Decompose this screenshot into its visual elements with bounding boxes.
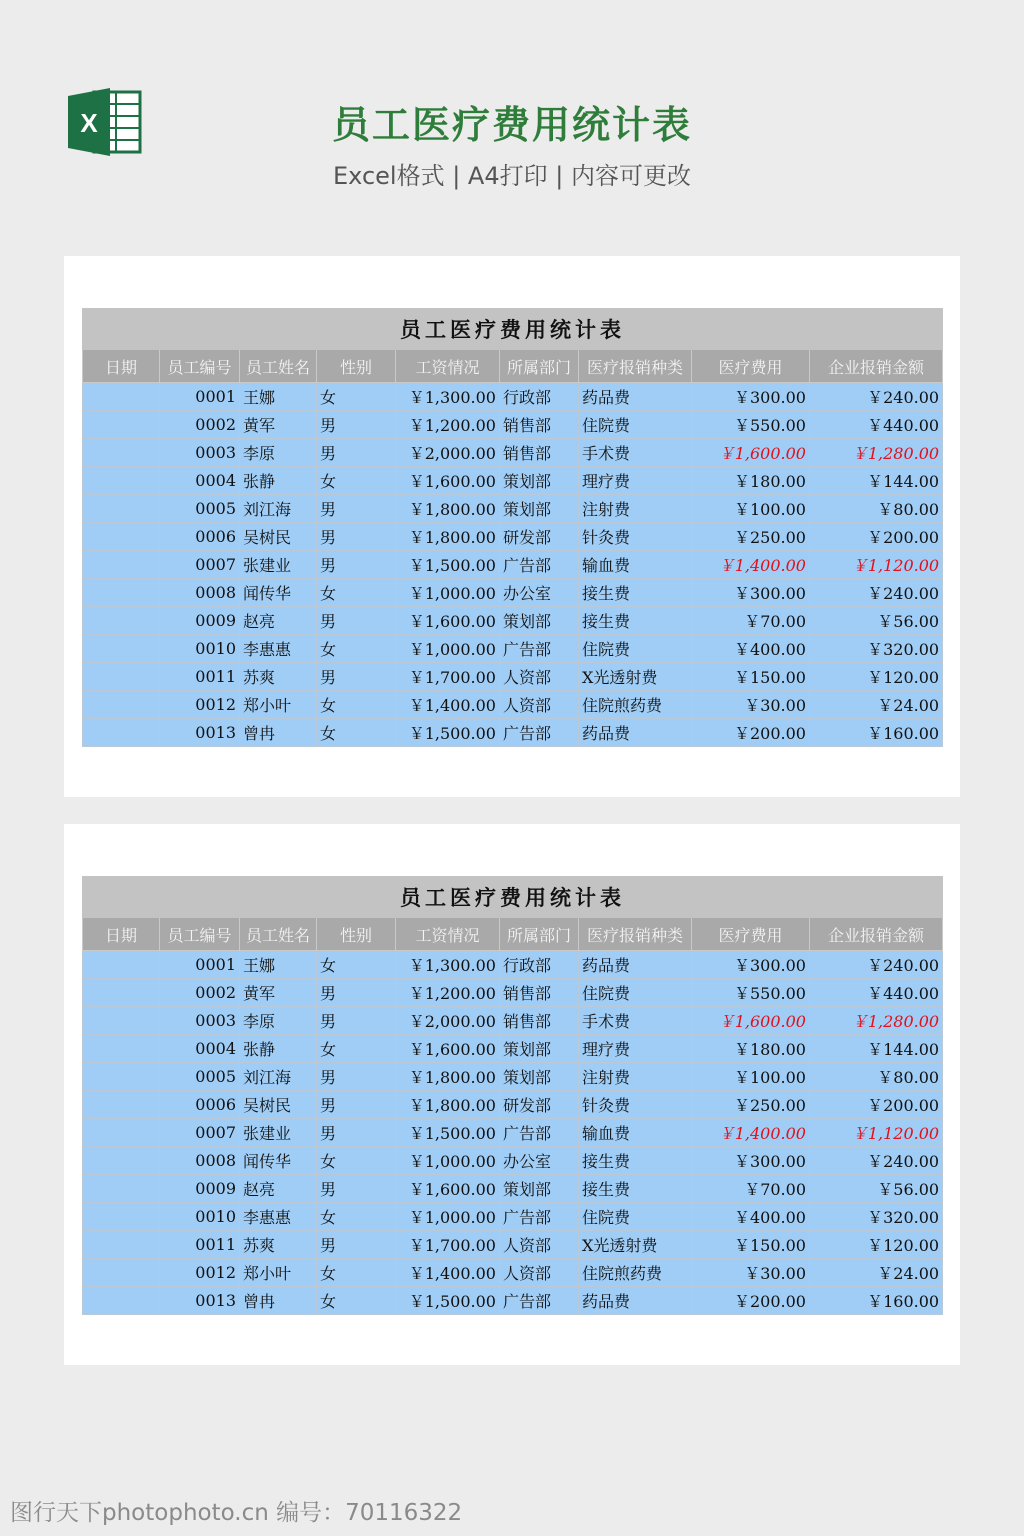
cell-employee-name: 刘江海 xyxy=(240,1063,317,1091)
cell-reimbursement: ￥1,120.00 xyxy=(810,1119,943,1147)
table-row xyxy=(83,411,943,439)
cell-employee-name: 赵亮 xyxy=(240,1175,317,1203)
cell-reimbursement: ￥56.00 xyxy=(810,607,943,635)
cell-claim-type: 接生费 xyxy=(579,579,692,607)
cell-department: 销售部 xyxy=(500,411,579,439)
cell-medical-cost: ￥300.00 xyxy=(692,1147,810,1175)
cell-salary: ￥1,600.00 xyxy=(396,467,500,495)
cell-employee-id: 0010 xyxy=(160,635,240,663)
cell-department: 办公室 xyxy=(500,1147,579,1175)
cell-department: 广告部 xyxy=(500,635,579,663)
table-row xyxy=(83,1175,943,1203)
watermark: 图行天下photophoto.cn 编号：70116322 xyxy=(10,1500,463,1526)
cell-medical-cost: ￥300.00 xyxy=(692,383,810,411)
cell-date xyxy=(83,467,160,495)
cell-gender: 男 xyxy=(317,1175,396,1203)
cell-salary: ￥1,000.00 xyxy=(396,1147,500,1175)
table-row xyxy=(83,495,943,523)
cell-employee-name: 苏爽 xyxy=(240,663,317,691)
cell-date xyxy=(83,1175,160,1203)
cell-reimbursement: ￥240.00 xyxy=(810,383,943,411)
cell-employee-name: 李惠惠 xyxy=(240,1203,317,1231)
cell-claim-type: 药品费 xyxy=(579,951,692,979)
table-body xyxy=(83,951,943,1315)
cell-gender: 男 xyxy=(317,663,396,691)
cell-claim-type: 接生费 xyxy=(579,1147,692,1175)
table-row xyxy=(83,663,943,691)
cell-salary: ￥1,000.00 xyxy=(396,635,500,663)
cell-department: 策划部 xyxy=(500,1175,579,1203)
cell-claim-type: 住院费 xyxy=(579,1203,692,1231)
cell-gender: 女 xyxy=(317,635,396,663)
cell-department: 策划部 xyxy=(500,495,579,523)
cell-date xyxy=(83,1063,160,1091)
cell-gender: 男 xyxy=(317,1007,396,1035)
cell-department: 策划部 xyxy=(500,607,579,635)
cell-claim-type: 理疗费 xyxy=(579,467,692,495)
cell-medical-cost: ￥400.00 xyxy=(692,1203,810,1231)
cell-employee-name: 张建业 xyxy=(240,551,317,579)
cell-claim-type: 注射费 xyxy=(579,1063,692,1091)
svg-text:X: X xyxy=(80,108,98,138)
cell-medical-cost: ￥550.00 xyxy=(692,979,810,1007)
table-row xyxy=(83,523,943,551)
cell-department: 广告部 xyxy=(500,1203,579,1231)
cell-employee-id: 0006 xyxy=(160,523,240,551)
header-row xyxy=(83,918,943,951)
cell-date xyxy=(83,1091,160,1119)
cell-employee-id: 0007 xyxy=(160,551,240,579)
cell-reimbursement: ￥240.00 xyxy=(810,1147,943,1175)
col-header-salary: 工资情况 xyxy=(396,918,500,951)
cell-medical-cost: ￥300.00 xyxy=(692,579,810,607)
cell-employee-id: 0008 xyxy=(160,1147,240,1175)
cell-date xyxy=(83,411,160,439)
cell-employee-id: 0011 xyxy=(160,663,240,691)
cell-claim-type: 住院煎药费 xyxy=(579,1259,692,1287)
cell-employee-id: 0011 xyxy=(160,1231,240,1259)
cell-salary: ￥1,600.00 xyxy=(396,1035,500,1063)
table-row xyxy=(83,1203,943,1231)
cell-employee-id: 0003 xyxy=(160,439,240,467)
cell-medical-cost: ￥1,400.00 xyxy=(692,1119,810,1147)
cell-reimbursement: ￥320.00 xyxy=(810,1203,943,1231)
cell-employee-name: 闻传华 xyxy=(240,1147,317,1175)
cell-employee-name: 郑小叶 xyxy=(240,691,317,719)
cell-reimbursement: ￥160.00 xyxy=(810,719,943,747)
cell-employee-name: 曾冉 xyxy=(240,719,317,747)
cell-employee-id: 0005 xyxy=(160,495,240,523)
cell-salary: ￥1,300.00 xyxy=(396,383,500,411)
cell-reimbursement: ￥440.00 xyxy=(810,979,943,1007)
cell-gender: 男 xyxy=(317,979,396,1007)
cell-employee-name: 赵亮 xyxy=(240,607,317,635)
cell-gender: 男 xyxy=(317,1091,396,1119)
cell-salary: ￥1,600.00 xyxy=(396,1175,500,1203)
cell-employee-id: 0002 xyxy=(160,979,240,1007)
cell-department: 销售部 xyxy=(500,439,579,467)
cell-gender: 女 xyxy=(317,1035,396,1063)
cell-reimbursement: ￥200.00 xyxy=(810,523,943,551)
cell-salary: ￥1,800.00 xyxy=(396,1091,500,1119)
cell-medical-cost: ￥550.00 xyxy=(692,411,810,439)
table-row xyxy=(83,719,943,747)
cell-claim-type: 针灸费 xyxy=(579,523,692,551)
cell-reimbursement: ￥144.00 xyxy=(810,467,943,495)
cell-employee-name: 李原 xyxy=(240,1007,317,1035)
cell-date xyxy=(83,1231,160,1259)
table-row xyxy=(83,607,943,635)
cell-date xyxy=(83,523,160,551)
cell-salary: ￥1,000.00 xyxy=(396,1203,500,1231)
cell-claim-type: X光透射费 xyxy=(579,663,692,691)
cell-claim-type: 接生费 xyxy=(579,607,692,635)
cell-salary: ￥1,200.00 xyxy=(396,411,500,439)
cell-gender: 女 xyxy=(317,467,396,495)
cell-date xyxy=(83,579,160,607)
cell-medical-cost: ￥300.00 xyxy=(692,951,810,979)
cell-date xyxy=(83,635,160,663)
cell-medical-cost: ￥100.00 xyxy=(692,1063,810,1091)
cell-employee-name: 苏爽 xyxy=(240,1231,317,1259)
cell-date xyxy=(83,1035,160,1063)
cell-employee-id: 0006 xyxy=(160,1091,240,1119)
table-row xyxy=(83,1147,943,1175)
sheet-preview-2 xyxy=(64,824,960,1365)
cell-reimbursement: ￥240.00 xyxy=(810,579,943,607)
cell-department: 广告部 xyxy=(500,1287,579,1315)
cell-department: 人资部 xyxy=(500,1259,579,1287)
cell-claim-type: 手术费 xyxy=(579,439,692,467)
cell-gender: 女 xyxy=(317,1147,396,1175)
col-header-medical-cost: 医疗费用 xyxy=(692,918,810,951)
cell-date xyxy=(83,439,160,467)
cell-medical-cost: ￥1,600.00 xyxy=(692,1007,810,1035)
cell-date xyxy=(83,979,160,1007)
col-header-employee-id: 员工编号 xyxy=(160,350,240,383)
col-header-date: 日期 xyxy=(83,350,160,383)
expense-table xyxy=(82,308,943,747)
table-row xyxy=(83,1063,943,1091)
cell-reimbursement: ￥120.00 xyxy=(810,1231,943,1259)
cell-reimbursement: ￥160.00 xyxy=(810,1287,943,1315)
col-header-medical-cost: 医疗费用 xyxy=(692,350,810,383)
cell-employee-id: 0001 xyxy=(160,951,240,979)
cell-employee-id: 0008 xyxy=(160,579,240,607)
table-body xyxy=(83,383,943,747)
table-row xyxy=(83,1259,943,1287)
table-title: 员工医疗费用统计表 xyxy=(83,309,943,350)
cell-medical-cost: ￥250.00 xyxy=(692,523,810,551)
cell-gender: 女 xyxy=(317,951,396,979)
col-header-department: 所属部门 xyxy=(500,918,579,951)
cell-department: 办公室 xyxy=(500,579,579,607)
cell-claim-type: 理疗费 xyxy=(579,1035,692,1063)
cell-date xyxy=(83,1259,160,1287)
cell-salary: ￥2,000.00 xyxy=(396,1007,500,1035)
cell-employee-id: 0001 xyxy=(160,383,240,411)
cell-employee-id: 0004 xyxy=(160,1035,240,1063)
cell-employee-name: 张静 xyxy=(240,467,317,495)
table-row xyxy=(83,691,943,719)
cell-employee-name: 张建业 xyxy=(240,1119,317,1147)
cell-salary: ￥1,500.00 xyxy=(396,1287,500,1315)
cell-gender: 男 xyxy=(317,439,396,467)
cell-date xyxy=(83,551,160,579)
cell-department: 销售部 xyxy=(500,979,579,1007)
cell-claim-type: 药品费 xyxy=(579,1287,692,1315)
cell-medical-cost: ￥30.00 xyxy=(692,1259,810,1287)
cell-employee-name: 黄军 xyxy=(240,979,317,1007)
col-header-reimbursement: 企业报销金额 xyxy=(810,918,943,951)
cell-reimbursement: ￥320.00 xyxy=(810,635,943,663)
cell-reimbursement: ￥80.00 xyxy=(810,1063,943,1091)
cell-department: 广告部 xyxy=(500,719,579,747)
cell-department: 广告部 xyxy=(500,1119,579,1147)
cell-salary: ￥1,500.00 xyxy=(396,1119,500,1147)
cell-employee-id: 0010 xyxy=(160,1203,240,1231)
cell-medical-cost: ￥30.00 xyxy=(692,691,810,719)
cell-department: 人资部 xyxy=(500,691,579,719)
cell-medical-cost: ￥200.00 xyxy=(692,1287,810,1315)
cell-date xyxy=(83,719,160,747)
cell-gender: 男 xyxy=(317,523,396,551)
cell-reimbursement: ￥24.00 xyxy=(810,1259,943,1287)
cell-claim-type: 手术费 xyxy=(579,1007,692,1035)
cell-claim-type: 输血费 xyxy=(579,551,692,579)
cell-date xyxy=(83,607,160,635)
cell-reimbursement: ￥120.00 xyxy=(810,663,943,691)
cell-employee-name: 曾冉 xyxy=(240,1287,317,1315)
table-row xyxy=(83,1231,943,1259)
cell-reimbursement: ￥1,120.00 xyxy=(810,551,943,579)
table-row xyxy=(83,1287,943,1315)
banner xyxy=(0,0,1024,230)
cell-claim-type: 住院煎药费 xyxy=(579,691,692,719)
cell-medical-cost: ￥1,400.00 xyxy=(692,551,810,579)
cell-department: 销售部 xyxy=(500,1007,579,1035)
cell-salary: ￥1,000.00 xyxy=(396,579,500,607)
cell-employee-name: 吴树民 xyxy=(240,523,317,551)
col-header-claim-type: 医疗报销种类 xyxy=(579,918,692,951)
cell-salary: ￥1,600.00 xyxy=(396,607,500,635)
cell-date xyxy=(83,1119,160,1147)
cell-employee-id: 0007 xyxy=(160,1119,240,1147)
cell-employee-name: 王娜 xyxy=(240,951,317,979)
cell-date xyxy=(83,1007,160,1035)
cell-employee-name: 李惠惠 xyxy=(240,635,317,663)
cell-gender: 女 xyxy=(317,691,396,719)
cell-gender: 女 xyxy=(317,1287,396,1315)
cell-salary: ￥1,500.00 xyxy=(396,551,500,579)
cell-employee-name: 闻传华 xyxy=(240,579,317,607)
cell-reimbursement: ￥1,280.00 xyxy=(810,439,943,467)
cell-medical-cost: ￥1,600.00 xyxy=(692,439,810,467)
cell-claim-type: 针灸费 xyxy=(579,1091,692,1119)
cell-department: 研发部 xyxy=(500,523,579,551)
cell-reimbursement: ￥24.00 xyxy=(810,691,943,719)
cell-gender: 男 xyxy=(317,411,396,439)
cell-gender: 男 xyxy=(317,495,396,523)
table-row xyxy=(83,551,943,579)
cell-reimbursement: ￥440.00 xyxy=(810,411,943,439)
cell-claim-type: 住院费 xyxy=(579,411,692,439)
cell-reimbursement: ￥200.00 xyxy=(810,1091,943,1119)
cell-salary: ￥1,800.00 xyxy=(396,495,500,523)
cell-reimbursement: ￥1,280.00 xyxy=(810,1007,943,1035)
cell-employee-name: 吴树民 xyxy=(240,1091,317,1119)
col-header-employee-id: 员工编号 xyxy=(160,918,240,951)
table-title: 员工医疗费用统计表 xyxy=(83,877,943,918)
col-header-salary: 工资情况 xyxy=(396,350,500,383)
cell-employee-id: 0005 xyxy=(160,1063,240,1091)
col-header-employee-name: 员工姓名 xyxy=(240,350,317,383)
cell-date xyxy=(83,383,160,411)
cell-salary: ￥1,800.00 xyxy=(396,1063,500,1091)
cell-date xyxy=(83,1287,160,1315)
cell-date xyxy=(83,691,160,719)
table-row xyxy=(83,1035,943,1063)
cell-employee-id: 0002 xyxy=(160,411,240,439)
cell-salary: ￥1,800.00 xyxy=(396,523,500,551)
table-row xyxy=(83,951,943,979)
cell-reimbursement: ￥80.00 xyxy=(810,495,943,523)
cell-date xyxy=(83,1147,160,1175)
cell-salary: ￥2,000.00 xyxy=(396,439,500,467)
cell-employee-name: 王娜 xyxy=(240,383,317,411)
cell-claim-type: X光透射费 xyxy=(579,1231,692,1259)
col-header-gender: 性别 xyxy=(317,918,396,951)
cell-employee-id: 0003 xyxy=(160,1007,240,1035)
cell-gender: 男 xyxy=(317,1063,396,1091)
col-header-date: 日期 xyxy=(83,918,160,951)
cell-gender: 男 xyxy=(317,1119,396,1147)
cell-employee-name: 张静 xyxy=(240,1035,317,1063)
cell-medical-cost: ￥200.00 xyxy=(692,719,810,747)
cell-reimbursement: ￥240.00 xyxy=(810,951,943,979)
table-row xyxy=(83,635,943,663)
cell-department: 研发部 xyxy=(500,1091,579,1119)
cell-medical-cost: ￥400.00 xyxy=(692,635,810,663)
cell-employee-id: 0012 xyxy=(160,691,240,719)
cell-employee-name: 刘江海 xyxy=(240,495,317,523)
cell-salary: ￥1,300.00 xyxy=(396,951,500,979)
col-header-claim-type: 医疗报销种类 xyxy=(579,350,692,383)
expense-table xyxy=(82,876,943,1315)
cell-gender: 男 xyxy=(317,1231,396,1259)
col-header-reimbursement: 企业报销金额 xyxy=(810,350,943,383)
cell-employee-id: 0004 xyxy=(160,467,240,495)
cell-medical-cost: ￥250.00 xyxy=(692,1091,810,1119)
cell-claim-type: 药品费 xyxy=(579,383,692,411)
cell-employee-name: 郑小叶 xyxy=(240,1259,317,1287)
cell-department: 策划部 xyxy=(500,467,579,495)
cell-employee-id: 0013 xyxy=(160,719,240,747)
cell-claim-type: 输血费 xyxy=(579,1119,692,1147)
cell-medical-cost: ￥180.00 xyxy=(692,467,810,495)
cell-claim-type: 注射费 xyxy=(579,495,692,523)
cell-salary: ￥1,700.00 xyxy=(396,1231,500,1259)
cell-medical-cost: ￥150.00 xyxy=(692,663,810,691)
table-row xyxy=(83,467,943,495)
cell-medical-cost: ￥70.00 xyxy=(692,607,810,635)
col-header-department: 所属部门 xyxy=(500,350,579,383)
cell-department: 行政部 xyxy=(500,951,579,979)
cell-gender: 男 xyxy=(317,607,396,635)
page-subtitle: Excel格式 | A4打印 | 内容可更改 xyxy=(333,162,691,190)
col-header-employee-name: 员工姓名 xyxy=(240,918,317,951)
cell-date xyxy=(83,663,160,691)
header-row xyxy=(83,350,943,383)
cell-medical-cost: ￥180.00 xyxy=(692,1035,810,1063)
table-row xyxy=(83,979,943,1007)
cell-reimbursement: ￥56.00 xyxy=(810,1175,943,1203)
table-row xyxy=(83,383,943,411)
cell-salary: ￥1,700.00 xyxy=(396,663,500,691)
cell-department: 策划部 xyxy=(500,1063,579,1091)
cell-employee-id: 0009 xyxy=(160,1175,240,1203)
cell-medical-cost: ￥70.00 xyxy=(692,1175,810,1203)
cell-salary: ￥1,200.00 xyxy=(396,979,500,1007)
cell-department: 策划部 xyxy=(500,1035,579,1063)
table-row xyxy=(83,1091,943,1119)
cell-employee-name: 黄军 xyxy=(240,411,317,439)
page-title: 员工医疗费用统计表 xyxy=(331,103,692,147)
cell-gender: 女 xyxy=(317,719,396,747)
cell-date xyxy=(83,495,160,523)
table-row xyxy=(83,439,943,467)
cell-department: 人资部 xyxy=(500,1231,579,1259)
cell-salary: ￥1,400.00 xyxy=(396,1259,500,1287)
cell-claim-type: 接生费 xyxy=(579,1175,692,1203)
cell-employee-id: 0009 xyxy=(160,607,240,635)
table-row xyxy=(83,1007,943,1035)
sheet-preview-1 xyxy=(64,256,960,797)
cell-claim-type: 住院费 xyxy=(579,635,692,663)
col-header-gender: 性别 xyxy=(317,350,396,383)
table-row xyxy=(83,1119,943,1147)
cell-gender: 女 xyxy=(317,1259,396,1287)
cell-gender: 男 xyxy=(317,551,396,579)
cell-gender: 女 xyxy=(317,579,396,607)
cell-gender: 女 xyxy=(317,1203,396,1231)
cell-reimbursement: ￥144.00 xyxy=(810,1035,943,1063)
cell-salary: ￥1,400.00 xyxy=(396,691,500,719)
cell-employee-name: 李原 xyxy=(240,439,317,467)
cell-employee-id: 0012 xyxy=(160,1259,240,1287)
cell-department: 人资部 xyxy=(500,663,579,691)
cell-department: 广告部 xyxy=(500,551,579,579)
cell-claim-type: 住院费 xyxy=(579,979,692,1007)
cell-medical-cost: ￥100.00 xyxy=(692,495,810,523)
cell-medical-cost: ￥150.00 xyxy=(692,1231,810,1259)
cell-claim-type: 药品费 xyxy=(579,719,692,747)
cell-employee-id: 0013 xyxy=(160,1287,240,1315)
cell-date xyxy=(83,951,160,979)
table-row xyxy=(83,579,943,607)
cell-date xyxy=(83,1203,160,1231)
cell-salary: ￥1,500.00 xyxy=(396,719,500,747)
cell-department: 行政部 xyxy=(500,383,579,411)
cell-gender: 女 xyxy=(317,383,396,411)
